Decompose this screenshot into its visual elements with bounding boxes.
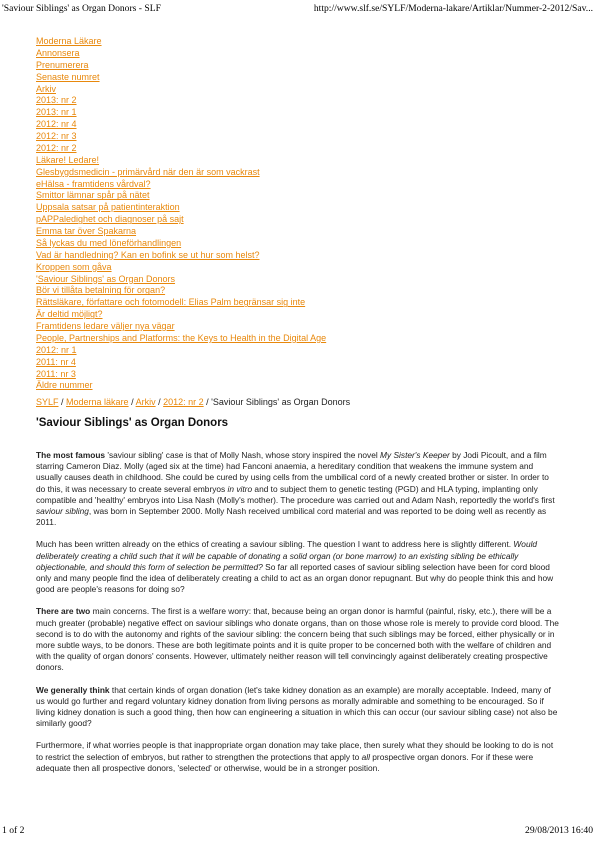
- nav-list-item: [36, 107, 326, 119]
- book-title: My Sister's Keeper: [380, 450, 450, 460]
- article-paragraph-3: [36, 606, 560, 673]
- nav-link-article[interactable]: Bör vi tillåta betalning för organ?: [36, 285, 166, 296]
- emphasis-text: saviour sibling: [36, 506, 89, 517]
- article-paragraph-4: [36, 685, 560, 730]
- nav-list-item: [36, 36, 326, 48]
- nav-link-article[interactable]: Rättsläkare, författare och fotomodell: Elias Palm begränsar sig inte: [36, 297, 306, 308]
- nav-list-item: [36, 190, 326, 202]
- nav-link-moderna-lakare[interactable]: Moderna Läkare: [36, 36, 102, 46]
- article-paragraph-2: [36, 539, 560, 595]
- nav-link-article[interactable]: Glesbygdsmedicin - primärvård när den är som vackrast: [36, 166, 260, 177]
- paragraph-text: So far all reported cases of saviour sibling selection have been for cord blood only and many people find the idea of deliberately creating a child to act as an organ donor repugnant. But why do people think this and how good are people's reasons for doing so?: [36, 561, 554, 595]
- paragraph-lead: We generally think: [36, 684, 110, 695]
- print-footer-page: 1 of 2: [2, 825, 25, 836]
- nav-link-article[interactable]: Uppsala satsar på patientinteraktion: [36, 202, 180, 213]
- nav-list-item: [36, 84, 326, 96]
- nav-list-item: [36, 72, 326, 84]
- paragraph-text: Much has been written already on the ethics of creating a saviour sibling. The question I want to address here is slightly different.: [36, 539, 514, 550]
- print-header: [0, 3, 595, 17]
- paragraph-text: main concerns. The first is a welfare worry: that, because being an organ donor is harmful (painful, risky, etc.), there will be a much greater (probable) negative effect on saviour siblings who donate organs, than on those whose role is merely to provide cord blood. The second is to do with the autonomy and rights of the saviour sibling: the concern being that such siblings may be forced, either physically or in more subtle ways, to be donors. These are both legitimate points and it is quite proper to be concerned both with the welfare of children and with the quality of organ donors' consents. However, ultimately neither reason will tell convincingly against deliberately creating prospective donors.: [36, 606, 559, 673]
- nav-list-item: [36, 95, 326, 107]
- nav-link-article[interactable]: Så lyckas du med löneförhandlingen: [36, 237, 182, 248]
- article-paragraph-1: [36, 450, 560, 528]
- paragraph-text: , was born in September 2000. Molly Nash received umbilical cord material and was reported to be doing well as recently as 2011.: [36, 506, 547, 528]
- nav-list-item: [36, 119, 326, 131]
- nav-list-item: [36, 285, 326, 297]
- print-footer: [0, 825, 595, 839]
- breadcrumb-separator: /: [58, 397, 67, 407]
- nav-link-2011-nr-3[interactable]: 2011: nr 3: [36, 368, 76, 379]
- paragraph-text: that certain kinds of organ donation (let's take kidney donation as an example) are morally acceptable. Indeed, many of us would go further and regard voluntary kidney donation from living persons as morally admirable and something to be encouraged. So if living kidney donation is such a good thing, then how can engineering a situation in which this can occur (our saviour sibling case) not also be similarly good?: [36, 684, 558, 729]
- breadcrumb-link-sylf[interactable]: SYLF: [36, 397, 59, 407]
- emphasis-text: in vitro: [227, 483, 253, 494]
- nav-list-item: [36, 309, 326, 321]
- nav-link-article[interactable]: eHälsa - framtidens vårdval?: [36, 178, 151, 189]
- nav-list-item: [36, 357, 326, 369]
- paragraph-lead: The most famous: [36, 450, 106, 460]
- article-title: 'Saviour Siblings' as Organ Donors: [36, 417, 229, 429]
- print-header-title: 'Saviour Siblings' as Organ Donors - SLF: [2, 3, 161, 14]
- article-nav-list: [36, 36, 326, 392]
- nav-link-2012-nr-4[interactable]: 2012: nr 4: [36, 119, 77, 130]
- nav-link-2012-nr-3[interactable]: 2012: nr 3: [36, 131, 77, 141]
- nav-link-2013-nr-2[interactable]: 2013: nr 2: [36, 95, 77, 106]
- nav-list-item: [36, 262, 326, 274]
- paragraph-lead: There are two: [36, 606, 91, 617]
- breadcrumb-current: 'Saviour Siblings' as Organ Donors: [211, 397, 351, 407]
- nav-link-article[interactable]: Framtidens ledare väljer nya vägar: [36, 321, 175, 331]
- nav-list-item: [36, 297, 326, 309]
- nav-link-article[interactable]: Är deltid möjligt?: [36, 309, 103, 320]
- nav-link-aldre-nummer[interactable]: Äldre nummer: [36, 380, 93, 391]
- nav-list-item: [36, 380, 326, 392]
- nav-list-item: [36, 369, 326, 381]
- paragraph-text: Furthermore, if what worries people is that inappropriate organ donation may take place, then surely what they should be looking to do is not to restrict the selection of embryos, but rather to strengthen the protections that apply to: [36, 740, 554, 762]
- nav-list-item: [36, 226, 326, 238]
- nav-list-item: [36, 202, 326, 214]
- nav-link-2012-nr-2[interactable]: 2012: nr 2: [36, 142, 77, 153]
- breadcrumb-link-moderna-lakare[interactable]: Moderna läkare: [66, 397, 129, 407]
- nav-list-item: [36, 333, 326, 345]
- emphasis-text: Would deliberately creating a child such that it will be capable of donating a solid organ (or bone marrow) to an existing sibling be ethically objectionable, and should this form of selection be permitted?: [36, 539, 538, 572]
- nav-list-item: [36, 214, 326, 226]
- nav-list-item: [36, 179, 326, 191]
- nav-link-article[interactable]: Emma tar över Spakarna: [36, 226, 137, 236]
- breadcrumb: [36, 396, 350, 408]
- nav-list-item: [36, 143, 326, 155]
- article-paragraph-5: [36, 740, 560, 774]
- nav-link-2012-nr-1[interactable]: 2012: nr 1: [36, 344, 77, 355]
- nav-link-2011-nr-4[interactable]: 2011: nr 4: [36, 356, 76, 367]
- article-body: [36, 450, 560, 785]
- breadcrumb-link-arkiv[interactable]: Arkiv: [135, 397, 156, 407]
- nav-list-item: [36, 60, 326, 72]
- nav-link-senaste-numret[interactable]: Senaste numret: [36, 71, 100, 82]
- print-header-url: http://www.slf.se/SYLF/Moderna-lakare/Artiklar/Nummer-2-2012/Sav...: [313, 3, 593, 14]
- nav-list-item: [36, 238, 326, 250]
- emphasis-text: all: [361, 751, 370, 762]
- nav-link-arkiv[interactable]: Arkiv: [36, 83, 56, 94]
- nav-link-article[interactable]: People, Partnerships and Platforms: the Keys to Health in the Digital Age: [36, 332, 327, 343]
- nav-link-2013-nr-1[interactable]: 2013: nr 1: [36, 107, 77, 118]
- paragraph-text: prospective organ donors. For if these were adequate then all prospective donors, 'selected' or otherwise, would be in a stronger position.: [36, 751, 534, 773]
- nav-link-article[interactable]: pAPPaledighet och diagnoser på sajt: [36, 214, 184, 225]
- nav-list-item: [36, 155, 326, 167]
- nav-link-prenumerera[interactable]: Prenumerera: [36, 59, 89, 70]
- paragraph-text: by Jodi Picoult, and a film starring Cameron Diaz. Molly (aged six at the time) had Fanconi anaemia, a hereditary condition that weakens the immune system and usually causes death in childhood. She could be cured by using cells from the umbilical cord of a newly created brother or sister. In order to do this, it was necessary to create several embryos: [36, 450, 549, 494]
- breadcrumb-separator: /: [155, 397, 164, 407]
- print-footer-datetime: 29/08/2013 16:40: [525, 825, 593, 836]
- breadcrumb-link-2012-nr-2[interactable]: 2012: nr 2: [163, 397, 204, 407]
- nav-list-item: [36, 274, 326, 286]
- nav-list-item: [36, 167, 326, 179]
- nav-list-item: [36, 250, 326, 262]
- breadcrumb-separator: /: [203, 397, 212, 407]
- paragraph-text: 'saviour sibling' case is that of Molly Nash, whose story inspired the novel: [105, 450, 381, 460]
- nav-link-article[interactable]: Vad är handledning? Kan en bofink se ut hur som helst?: [36, 249, 260, 260]
- nav-link-article[interactable]: Smittor lämnar spår på nätet: [36, 190, 150, 201]
- nav-link-article[interactable]: Kroppen som gåva: [36, 261, 112, 272]
- nav-link-annonsera[interactable]: Annonsera: [36, 47, 80, 58]
- nav-link-article-current[interactable]: 'Saviour Siblings' as Organ Donors: [36, 273, 176, 284]
- paragraph-text: and to subject them to genetic testing (PGD) and HLA typing, implanting only compatible and 'healthy' embryos into Lisa Nash (Molly's mother). The procedure was carried out and Adam Nash, reportedly the world's first: [36, 483, 555, 505]
- nav-list-item: [36, 321, 326, 333]
- nav-list-item: [36, 131, 326, 143]
- nav-list-item: [36, 345, 326, 357]
- nav-link-article[interactable]: Läkare! Ledare!: [36, 154, 100, 165]
- nav-list-item: [36, 48, 326, 60]
- breadcrumb-separator: /: [128, 397, 136, 407]
